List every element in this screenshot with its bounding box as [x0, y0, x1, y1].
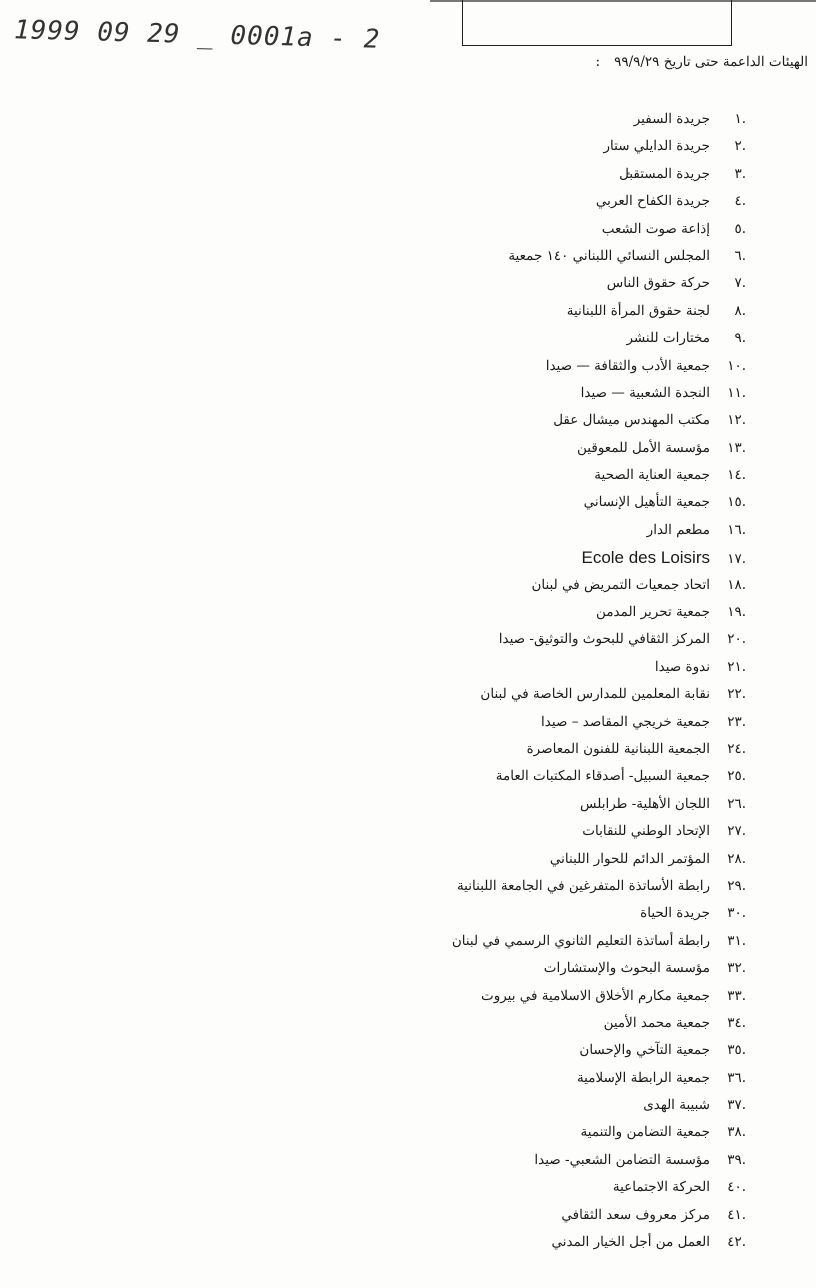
list-item — [326, 1065, 746, 1092]
list-item-text: جمعية التضامن والتنمية — [580, 1124, 710, 1141]
list-item-number: .٢٢ — [727, 686, 746, 703]
list-item — [326, 1229, 746, 1256]
list-item-number: .٣١ — [727, 932, 746, 949]
list-item-text: رابطة أساتذة التعليم الثانوي الرسمي في لبنان — [451, 932, 710, 949]
list-item-number: .٩ — [734, 330, 746, 347]
list-item-text: اتحاد جمعيات التمريض في لبنان — [531, 576, 710, 593]
list-item-text: مؤسسة الأمل للمعوقين — [577, 439, 710, 456]
list-item — [326, 161, 746, 188]
list-item-number: .٢٣ — [727, 713, 746, 730]
list-item-number: .٢٦ — [727, 795, 746, 812]
list-item-number: .٣٢ — [727, 960, 746, 977]
list-item-text: النجدة الشعبية — صيدا — [580, 384, 710, 401]
list-item-number: .٢١ — [727, 658, 746, 675]
list-item — [326, 791, 746, 818]
list-item-text: جمعية الأدب والثقافة — صيدا — [545, 357, 710, 374]
list-item-number: .٢٨ — [727, 850, 746, 867]
list-item-number: .٤٠ — [727, 1179, 746, 1196]
list-item-text: الجمعية اللبنانية للفنون المعاصرة — [526, 740, 710, 757]
list-item — [326, 106, 746, 133]
list-item-number: .١٢ — [727, 412, 746, 429]
list-item-text: جمعية السبيل- أصدقاء المكتبات العامة — [495, 768, 710, 785]
list-item — [326, 353, 746, 380]
list-item-number: .١٣ — [727, 439, 746, 456]
list-item-number: .٣٩ — [727, 1151, 746, 1168]
list-item — [326, 270, 746, 297]
list-item — [326, 626, 746, 653]
list-item — [326, 763, 746, 790]
list-item-text: جريدة الدايلي ستار — [603, 138, 710, 155]
list-item-text: جمعية محمد الأمين — [603, 1014, 710, 1031]
list-item — [326, 407, 746, 434]
list-item-text: جمعية التأهيل الإنساني — [583, 494, 710, 511]
list-item-number: .٣٥ — [727, 1042, 746, 1059]
list-item-text: جمعية الرابطة الإسلامية — [576, 1069, 710, 1086]
list-item — [326, 572, 746, 599]
list-item-text: جمعية تحرير المدمن — [596, 604, 710, 621]
list-item-text: مختارات للنشر — [626, 330, 710, 347]
list-item-text: إذاعة صوت الشعب — [601, 220, 710, 237]
list-item — [326, 435, 746, 462]
list-item — [326, 654, 746, 681]
list-item-text: الإتحاد الوطني للنقابات — [582, 823, 710, 840]
list-item-text: مطعم الدار — [646, 521, 710, 538]
list-item-text: لجنة حقوق المرأة اللبنانية — [566, 302, 710, 319]
list-item — [326, 983, 746, 1010]
list-item-number: .٣٦ — [727, 1069, 746, 1086]
list-item-number: .٣٨ — [727, 1124, 746, 1141]
list-item-text: جمعية العناية الصحية — [594, 467, 710, 484]
list-item-number: .١ — [734, 111, 746, 127]
list-item-number: .١٩ — [727, 604, 746, 621]
list-item-text: مكتب المهندس ميشال عقل — [553, 412, 710, 429]
list-item-text: العمل من أجل الخيار المدني — [551, 1234, 710, 1251]
list-item-text: جمعية خريجي المقاصد – صيدا — [541, 713, 710, 730]
list-item-number: .٢٩ — [727, 877, 746, 894]
list-item — [326, 1092, 746, 1119]
list-item — [326, 216, 746, 243]
list-item-text: نقابة المعلمين للمدارس الخاصة في لبنان — [480, 686, 710, 703]
supporting-organizations-list — [326, 106, 746, 1256]
list-item — [326, 1119, 746, 1146]
list-item-text: مؤسسة التضامن الشعبي- صيدا — [534, 1151, 710, 1168]
list-item-number: .٢٤ — [727, 740, 746, 757]
list-item — [326, 462, 746, 489]
list-item-text: جريدة السفير — [633, 111, 710, 127]
list-heading — [208, 54, 808, 70]
list-item-number: .٢٥ — [727, 768, 746, 785]
list-item-number: .٥ — [734, 220, 746, 237]
list-item-text: حركة حقوق الناس — [606, 275, 710, 292]
list-item-text: جمعية مكارم الأخلاق الاسلامية في بيروت — [480, 987, 710, 1004]
list-item — [326, 517, 746, 544]
list-item-text: جمعية التآخي والإحسان — [579, 1042, 710, 1059]
title-box-cropped — [462, 0, 732, 46]
list-item — [326, 873, 746, 900]
list-item-text: المؤتمر الدائم للحوار اللبناني — [549, 850, 710, 867]
list-item-text: اللجان الأهلية- طرابلس — [580, 795, 710, 812]
list-item-text: جريدة المستقبل — [619, 165, 710, 182]
list-item-number: .٣٠ — [727, 905, 746, 922]
list-item-number: .٣ — [734, 165, 746, 182]
list-item-number: .٨ — [734, 302, 746, 319]
list-item — [326, 1202, 746, 1229]
list-item — [326, 955, 746, 982]
list-item-number: .٤٢ — [727, 1234, 746, 1251]
list-item-text: رابطة الأساتذة المتفرغين في الجامعة اللبنانية — [456, 877, 710, 894]
list-item — [326, 380, 746, 407]
list-item-number: .٣٧ — [727, 1097, 746, 1114]
list-item-number: .١٧ — [727, 551, 746, 568]
list-item — [326, 736, 746, 763]
list-item — [326, 544, 746, 571]
list-item-text: مركز معروف سعد الثقافي — [561, 1206, 710, 1223]
list-item-number: .١٦ — [727, 521, 746, 538]
list-item-number: .١٥ — [727, 494, 746, 511]
list-item — [326, 846, 746, 873]
list-item — [326, 1174, 746, 1201]
list-item-text: المركز الثقافي للبحوث والتوثيق- صيدا — [498, 631, 710, 648]
list-item-number: .٢٧ — [727, 823, 746, 840]
list-item-text: جريدة الحياة — [640, 905, 710, 922]
list-item-number: .٦ — [734, 247, 746, 264]
list-item — [326, 188, 746, 215]
list-item-number: .٤١ — [727, 1206, 746, 1223]
list-item — [326, 681, 746, 708]
list-item-text: ندوة صيدا — [654, 658, 710, 675]
list-item-number: .١١ — [727, 384, 746, 401]
list-item-text: شبيبة الهدى — [643, 1097, 710, 1114]
list-item-number: .٣٣ — [727, 987, 746, 1004]
list-item-text: الحركة الاجتماعية — [612, 1179, 710, 1196]
list-heading-colon: : — [595, 54, 601, 70]
list-item-number: .٢٠ — [727, 631, 746, 648]
list-item-number: .١٨ — [727, 576, 746, 593]
list-item-number: .٧ — [734, 275, 746, 292]
list-item-text: مؤسسة البحوث والإستشارات — [543, 960, 710, 977]
list-item — [326, 489, 746, 516]
list-item-number: .١٤ — [727, 467, 746, 484]
list-item — [326, 298, 746, 325]
list-item — [326, 243, 746, 270]
list-item-text: جريدة الكفاح العربي — [595, 193, 710, 210]
handwritten-reference-number: 1999 09 29 _ 0001a - 2 — [13, 15, 381, 55]
list-item-text: المجلس النسائي اللبناني ١٤٠ جمعية — [508, 247, 710, 264]
list-item-text: Ecole des Loisirs — [581, 548, 710, 568]
list-item — [326, 709, 746, 736]
list-item-number: .٤ — [734, 193, 746, 210]
list-heading-text: الهيئات الداعمة حتى تاريخ ٩٩/٩/٢٩ — [614, 54, 808, 70]
list-item — [326, 928, 746, 955]
list-item — [326, 599, 746, 626]
list-item-number: .٢ — [734, 138, 746, 155]
list-item — [326, 1147, 746, 1174]
list-item — [326, 1010, 746, 1037]
list-item — [326, 1037, 746, 1064]
list-item — [326, 818, 746, 845]
list-item — [326, 900, 746, 927]
list-item — [326, 325, 746, 352]
list-item-number: .١٠ — [727, 357, 746, 374]
list-item-number: .٣٤ — [727, 1014, 746, 1031]
list-item — [326, 133, 746, 160]
